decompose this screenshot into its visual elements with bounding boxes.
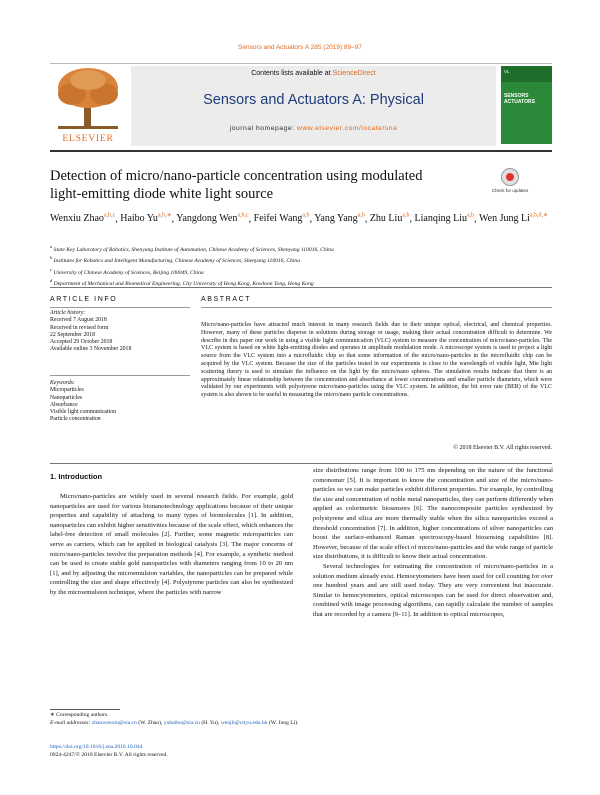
author[interactable] bbox=[120, 213, 171, 224]
article-title: Detection of micro/nano-particle concentration using modulated light-emitting diode white light source bbox=[50, 168, 423, 202]
history-item: Available online 3 November 2018 bbox=[50, 346, 132, 353]
author-name: Yang Yang bbox=[314, 213, 358, 225]
author-affiliation-marker: a,b,c bbox=[237, 213, 249, 219]
author-name: Yangdong Wen bbox=[176, 213, 238, 225]
history-item: 22 September 2018 bbox=[50, 331, 96, 338]
publisher-logo-text: ELSEVIER bbox=[62, 134, 114, 144]
check-updates-label: Check for updates bbox=[491, 188, 529, 193]
cover-title: SENSORS ACTUATORS bbox=[504, 93, 535, 105]
author-name: Lianqing Liu bbox=[414, 213, 467, 225]
history-item: Received 7 August 2018 bbox=[50, 317, 107, 324]
body-column-right bbox=[313, 466, 553, 620]
body-column-left bbox=[50, 492, 293, 598]
homepage-prefix: journal homepage: bbox=[229, 125, 295, 132]
affiliation-text: University of Chinese Academy of Sciences, Beijing 100049, China bbox=[53, 269, 204, 276]
author-affiliation-marker: a,b bbox=[302, 213, 310, 219]
doi-block bbox=[50, 744, 310, 760]
article-history bbox=[50, 310, 195, 354]
keywords-rule bbox=[50, 375, 190, 376]
history-item: Received in revised form bbox=[50, 324, 109, 331]
keyword-item: Absorbance bbox=[50, 401, 78, 408]
author-name: Wenxiu Zhao bbox=[50, 213, 104, 225]
author-affiliation-marker: a,b bbox=[467, 213, 475, 219]
author-name: Feifei Wang bbox=[253, 213, 303, 225]
contents-line bbox=[131, 70, 496, 77]
keyword-item: Particle concentration bbox=[50, 416, 101, 423]
check-for-updates-badge[interactable] bbox=[488, 168, 532, 193]
homepage-link[interactable]: www.elsevier.com/locate/sna bbox=[296, 125, 398, 132]
copyright-line: © 2018 Elsevier B.V. All rights reserved. bbox=[453, 445, 552, 451]
affiliation-item bbox=[50, 243, 550, 254]
abstract-heading: ABSTRACT bbox=[201, 296, 252, 303]
author[interactable] bbox=[479, 213, 548, 224]
contents-prefix: Contents lists available at bbox=[251, 70, 331, 77]
introduction-heading: 1. Introduction bbox=[50, 472, 103, 481]
author-affiliation-marker: a,b,∗ bbox=[157, 213, 172, 219]
keywords-label: Keywords: bbox=[50, 380, 75, 386]
doi-link[interactable]: https://doi.org/10.1016/j.sna.2018.10.044 bbox=[50, 744, 143, 750]
affiliation-marker: c bbox=[50, 266, 52, 272]
history-label: Article history: bbox=[50, 310, 86, 316]
intro-paragraph: Several technologies for estimating the concentration of micro/nano-particles in a solution medium already exist. Hemocytometers have been used for cell counting for over one hundred years and are still used today. They are very convenient but inaccurate. Similar to hemocytometers, optical microscopes can be used for direct observation and, combined with image processing algorithms, can rapidly calculate the number of samples that are recorded by a camera [9–11]. In addition to optical microscopes, bbox=[313, 562, 553, 618]
header-bottom-rule bbox=[50, 150, 552, 152]
author[interactable] bbox=[314, 213, 365, 224]
affiliation-list bbox=[50, 243, 550, 289]
affiliation-text: State Key Laboratory of Robotics, Shenyang Institute of Automation, Chinese Academy of Sciences, Shenyang 110016, China bbox=[53, 246, 334, 253]
article-info-heading: ARTICLE INFO bbox=[50, 296, 118, 303]
email-owner: (W. Zhao), bbox=[138, 719, 163, 726]
affiliation-item bbox=[50, 266, 550, 277]
body-divider bbox=[50, 463, 552, 464]
keyword-item: Visible light communication bbox=[50, 409, 116, 416]
keyword-item: Nanoparticles bbox=[50, 394, 83, 401]
author[interactable] bbox=[415, 213, 475, 224]
email-owner: (H. Yu), bbox=[201, 719, 220, 726]
affiliation-marker: a bbox=[50, 244, 53, 249]
footnotes bbox=[50, 712, 310, 728]
keyword-item: Microparticles bbox=[50, 387, 84, 394]
author-list: Wenxiu Zhao$^{a,b,c}$, Haibo $Yu^{a,b,∗}$, Yangdong Wen$^{a,b,c}$, Feifei Wang$^{a,b}$, Yang Yang$^{a,b}$, Zhu Liu$^{a,b}$, Lianqing Liu$^{a,b}$, Wen Jung $Li^{a,b,d,∗}$ bbox=[50, 213, 549, 225]
affiliation-text: Department of Mechanical and Biomedical Engineering, City University of Hong Kong, Kowloon Tong, Hong Kong bbox=[53, 281, 314, 288]
abstract-rule bbox=[201, 307, 552, 308]
affiliation-item bbox=[50, 254, 550, 265]
keyword-list bbox=[50, 380, 195, 424]
affiliation-marker: b bbox=[50, 255, 53, 261]
author-name: Wen Jung Li bbox=[479, 213, 530, 225]
affiliation-text: Institutes for Robotics and Intelligent Manufacturing, Chinese Academy of Sciences, Shenyang 110016, China bbox=[53, 258, 300, 265]
footnote-rule bbox=[50, 709, 120, 710]
author[interactable] bbox=[50, 213, 115, 224]
cover-tag: VL bbox=[504, 69, 510, 74]
email-line bbox=[50, 720, 310, 728]
journal-homepage bbox=[131, 125, 496, 132]
history-item: Accepted 29 October 2018 bbox=[50, 339, 113, 346]
journal-cover-thumbnail bbox=[501, 66, 552, 144]
issn-line: 0924-4247/© 2018 Elsevier B.V. All rights reserved. bbox=[50, 751, 168, 758]
author[interactable] bbox=[254, 213, 310, 224]
intro-paragraph: Micro/nano-particles are widely used in several research fields. For example, gold nanoparticles are used for various bionanotechnology applications because of their unique properties and capability of attaching to many types of biomolecules [1]. In addition, nanoparticles can exhibit higher sensitivities because of the scale effect, which enhances the label-free detection of small molecules [2]. Further, some magnetic microparticles can serve as carriers, which can be applied in biological catalysis [3]. The major concerns of micro/nano-particles involve the preparation methods [4]. For example, a synthetic method can be used to create stable gold nanoparticles with diameters ranging from 10 to 20 nm [1], and by adjusting the microemulsion variables, the nanoparticles can be prepared while controlling the size and shape effectively [4]. Polystyrene particles can also be synthesized by the microemulsion technique, where the particles with narrow bbox=[50, 493, 293, 596]
email-owner: (W. Jung Li). bbox=[268, 719, 299, 726]
article-info-rule bbox=[50, 307, 190, 308]
author-affiliation-marker: a,b bbox=[402, 213, 410, 219]
header-top-rule bbox=[50, 63, 552, 64]
journal-reference[interactable]: Sensors and Actuators A 285 (2019) 89–97 bbox=[238, 44, 362, 51]
author[interactable] bbox=[176, 213, 248, 224]
sciencedirect-link[interactable]: ScienceDirect bbox=[332, 70, 376, 77]
intro-paragraph: size distributions range from 100 to 175 nm depending on the nature of the functional comonomer [5]. It is important to know the concentration and size of the micro/nano-particles so we can make particles exhibit different properties. For example, by controlling the size and concentration of noble metal nanoparticles, they can perform differently when applied as colorimetric biosensors [6]. The nanocomposite particles synthesized by polystyrene and silica are more thermally stable when the silica nanoparticles exceed a threshold concentration [7]. In addition, higher concentrations of silver nanoparticles can boost the surface-enhanced Raman spectroscopy-based biosensing capabilities [8]. However, because of the scale effect of micro/nano-particles and the wide range of particle size distributions, it is difficult to know their actual concentration. bbox=[313, 467, 553, 561]
email-link[interactable]: yuhaibo@sia.cn bbox=[163, 719, 200, 726]
author-affiliation-marker: a,b,c bbox=[103, 213, 116, 219]
affiliation-marker: d bbox=[50, 278, 53, 284]
section-divider bbox=[50, 287, 552, 288]
email-label: E-mail addresses: bbox=[50, 719, 91, 726]
elsevier-tree-logo bbox=[50, 66, 126, 136]
author-name: Haibo Yu bbox=[120, 213, 158, 225]
corresponding-note: ∗ Corresponding authors. bbox=[50, 712, 109, 718]
author-affiliation-marker: a,b bbox=[357, 213, 365, 219]
email-link[interactable]: zhaowenxiu@sia.cn bbox=[91, 719, 137, 726]
email-link[interactable]: wenjli@cityu.edu.hk bbox=[220, 719, 268, 726]
abstract-text: Micro/nano-particles have attracted much interest in many research fields due to their unique optical, electrical, and chemical properties. However, many of these particles disperse in solutions during storage or usage, making their actual concentration difficult to determine. We describe in this paper our work in using a visible light communication (VLC) system to measure the concentration of micro/nano-particles. The VLC system is based on white light-emitting diodes and operates in amplitude modulation mode. A microscope system is used to project a light source from the VLC system into a microfluidic chip so that some information of the micro/nano-particles in the microfluidic chip can be acquired by the VLC system. Because the size of the particles tested in our experiments is close to the wavelength of visible light, Mie light scattering theory is used to simulate the influence on the light by the micro/nano spheres. The simulation results indicate that there is an approximately linear relationship between the concentration and absorbance at lower concentrations and smaller particle diameters, which were validated by our experiments with polystyrene micro/nano-particles using the VLC system. In addition, the bit error rate (BER) of the VLC system is also shown to be useful in measuring the micro/nano particle concentrations. bbox=[201, 322, 552, 399]
author-affiliation-marker: a,b,d,∗ bbox=[529, 213, 549, 219]
check-updates-icon bbox=[501, 168, 519, 186]
journal-name: Sensors and Actuators A: Physical bbox=[203, 92, 424, 108]
author-name: Zhu Liu bbox=[369, 213, 403, 225]
author[interactable] bbox=[370, 213, 410, 224]
